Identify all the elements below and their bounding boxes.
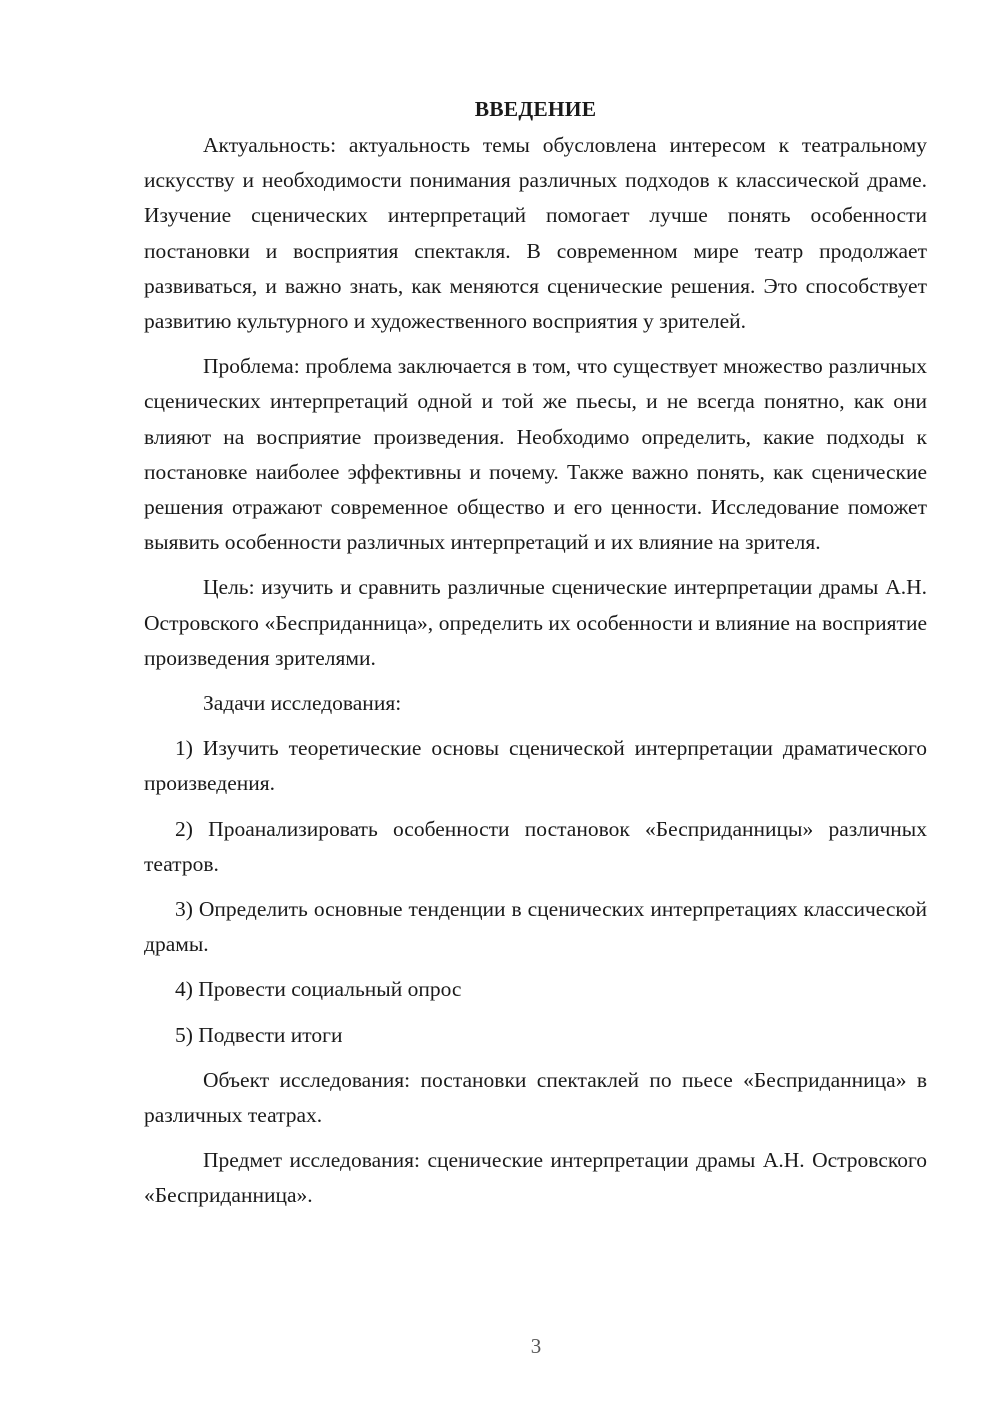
task-item-2: 2) Проанализировать особенности постановок «Бесприданницы» различных театров. <box>144 816 927 876</box>
task-item-5: 5) Подвести итоги <box>175 1022 343 1047</box>
subject-paragraph: Предмет исследования: сценические интерпретации драмы А.Н. Островского «Бесприданница». <box>144 1148 927 1208</box>
problem-paragraph: Проблема: проблема заключается в том, что существует множество различных сценических интерпретаций одной и той же пьесы, и не всегда понятно, как они влияют на восприятие произведения. Необходимо определить, какие подходы к постановке наиболее эффективны и почему. Также важно понять, как сценические решения отражают современное общество и его ценности. Исследование поможет выявить особенности различных интерпретаций и их влияние на зрителя. <box>144 354 927 555</box>
task-item-4: 4) Провести социальный опрос <box>175 977 462 1002</box>
object-paragraph: Объект исследования: постановки спектаклей по пьесе «Бесприданница» в различных театрах. <box>144 1067 927 1128</box>
page-content <box>144 92 927 1224</box>
goal-paragraph: Цель: изучить и сравнить различные сценические интерпретации драмы А.Н. Островского «Бесприданница», определить их особенности и влияние на восприятие произведения зрителями. <box>144 575 927 670</box>
task-item-1: 1) Изучить теоретические основы сценической интерпретации драматического произведения. <box>144 736 927 796</box>
page-number: 3 <box>530 1334 542 1358</box>
section-heading: ВВЕДЕНИЕ <box>474 97 597 121</box>
task-item-3: 3) Определить основные тенденции в сценических интерпретациях классической драмы. <box>144 897 927 957</box>
relevance-paragraph: Актуальность: актуальность темы обусловлена интересом к театральному искусству и необходимости понимания различных подходов к классической драме. Изучение сценических интерпретаций помогает лучше понять особенности постановки и восприятия спектакля. В современном мире театр продолжает развиваться, и важно знать, как меняются сценические решения. Это способствует развитию культурного и художественного восприятия у зрителей. <box>144 133 927 334</box>
tasks-heading: Задачи исследования: <box>203 691 402 716</box>
